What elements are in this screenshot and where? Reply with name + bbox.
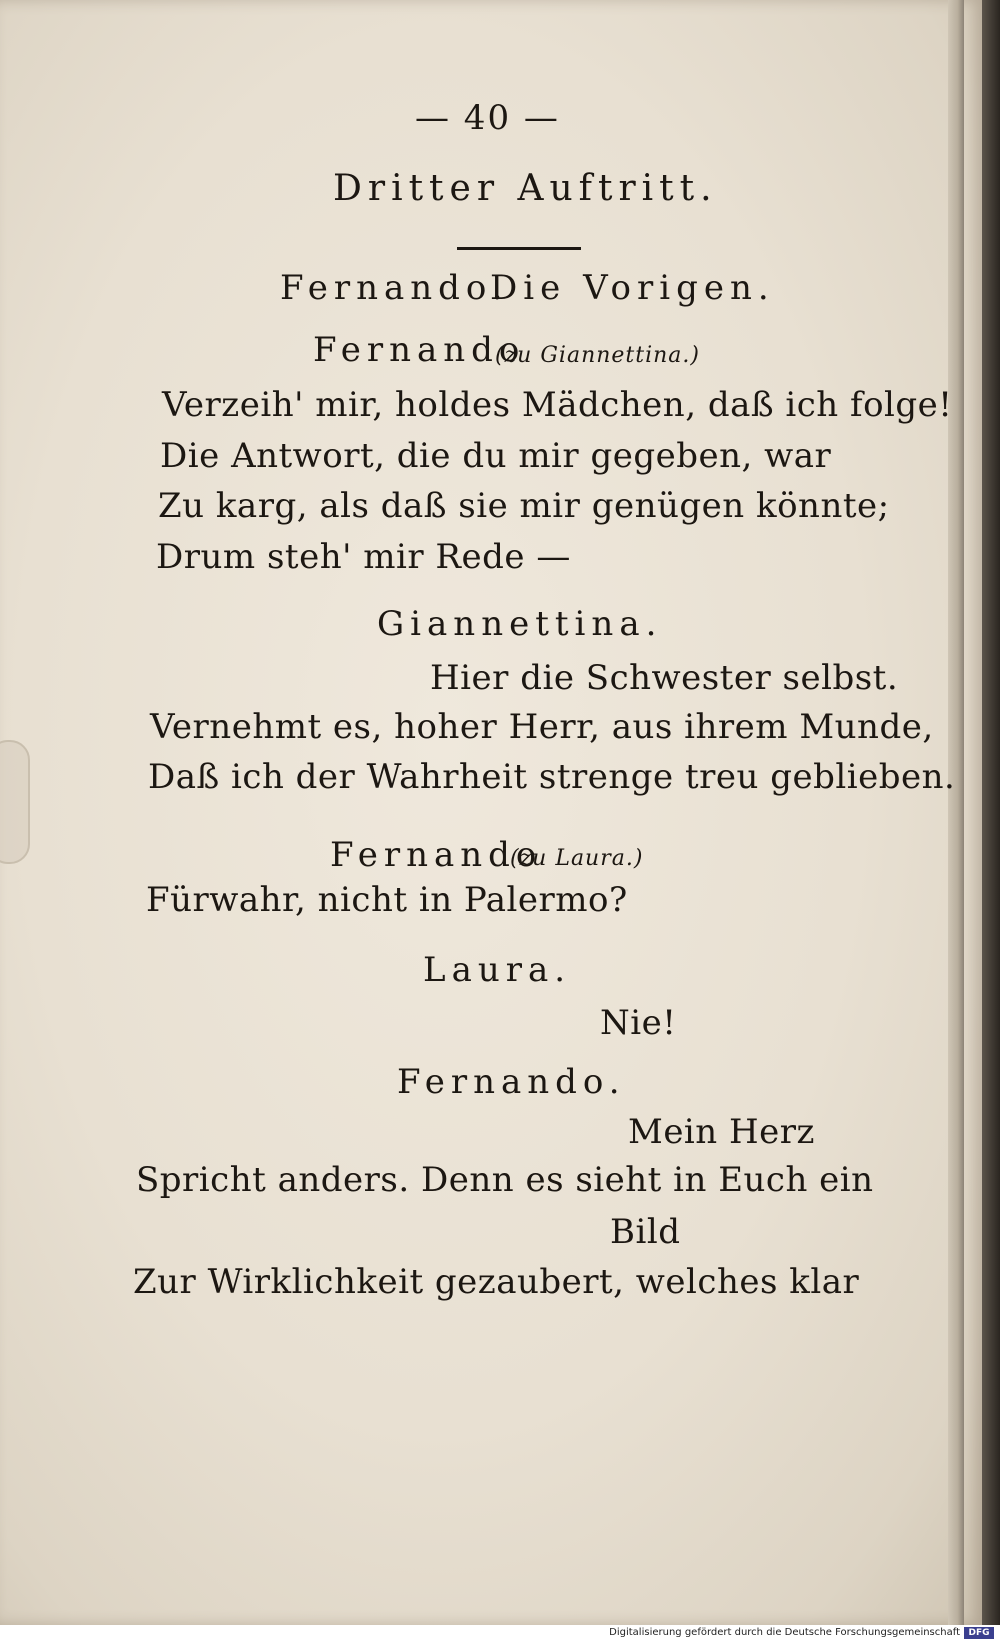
dfg-logo: DFG [964,1627,994,1639]
speaker-name: Fernando [313,330,526,370]
page-tab-mark [0,740,30,864]
verse-line: Mein Herz [628,1112,815,1152]
stage-direction: (zu Laura.) [510,846,644,871]
verse-line: Verzeih' mir, holdes Mädchen, daß ich folge! [162,385,953,425]
title-rule [457,247,581,250]
characters-first: Fernando. [280,268,509,308]
verse-line: Zu karg, als daß sie mir genügen könnte; [158,486,890,526]
characters-second: Die Vorigen. [490,268,775,308]
verse-line: Daß ich der Wahrheit strenge treu geblieben. [148,757,956,797]
verse-line: Nie! [600,1003,677,1043]
stage-direction: (zu Giannettina.) [495,343,700,368]
verse-line: Hier die Schwester selbst. [430,658,899,698]
verse-line: Vernehmt es, hoher Herr, aus ihrem Munde, [150,707,934,747]
verse-line: Bild [610,1212,681,1252]
speaker-name: Fernando [330,835,543,875]
verse-line: Zur Wirklichkeit gezaubert, welches klar [133,1262,860,1302]
book-binding-edge [982,0,1000,1625]
verse-line: Drum steh' mir Rede — [156,537,571,577]
verse-line: Die Antwort, die du mir gegeben, war [160,436,832,476]
speaker-name: Giannettina. [377,604,663,644]
digitization-credit: Digitalisierung gefördert durch die Deutsche Forschungsgemeinschaft [609,1627,960,1638]
speaker-name: Fernando. [397,1062,626,1102]
page-edge [948,0,964,1625]
scene-title: Dritter Auftritt. [333,168,718,209]
speaker-name: Laura. [423,950,572,990]
page-number: — 40 — [415,98,560,138]
verse-line: Spricht anders. Denn es sieht in Euch ein [136,1160,874,1200]
verse-line: Fürwahr, nicht in Palermo? [146,880,628,920]
